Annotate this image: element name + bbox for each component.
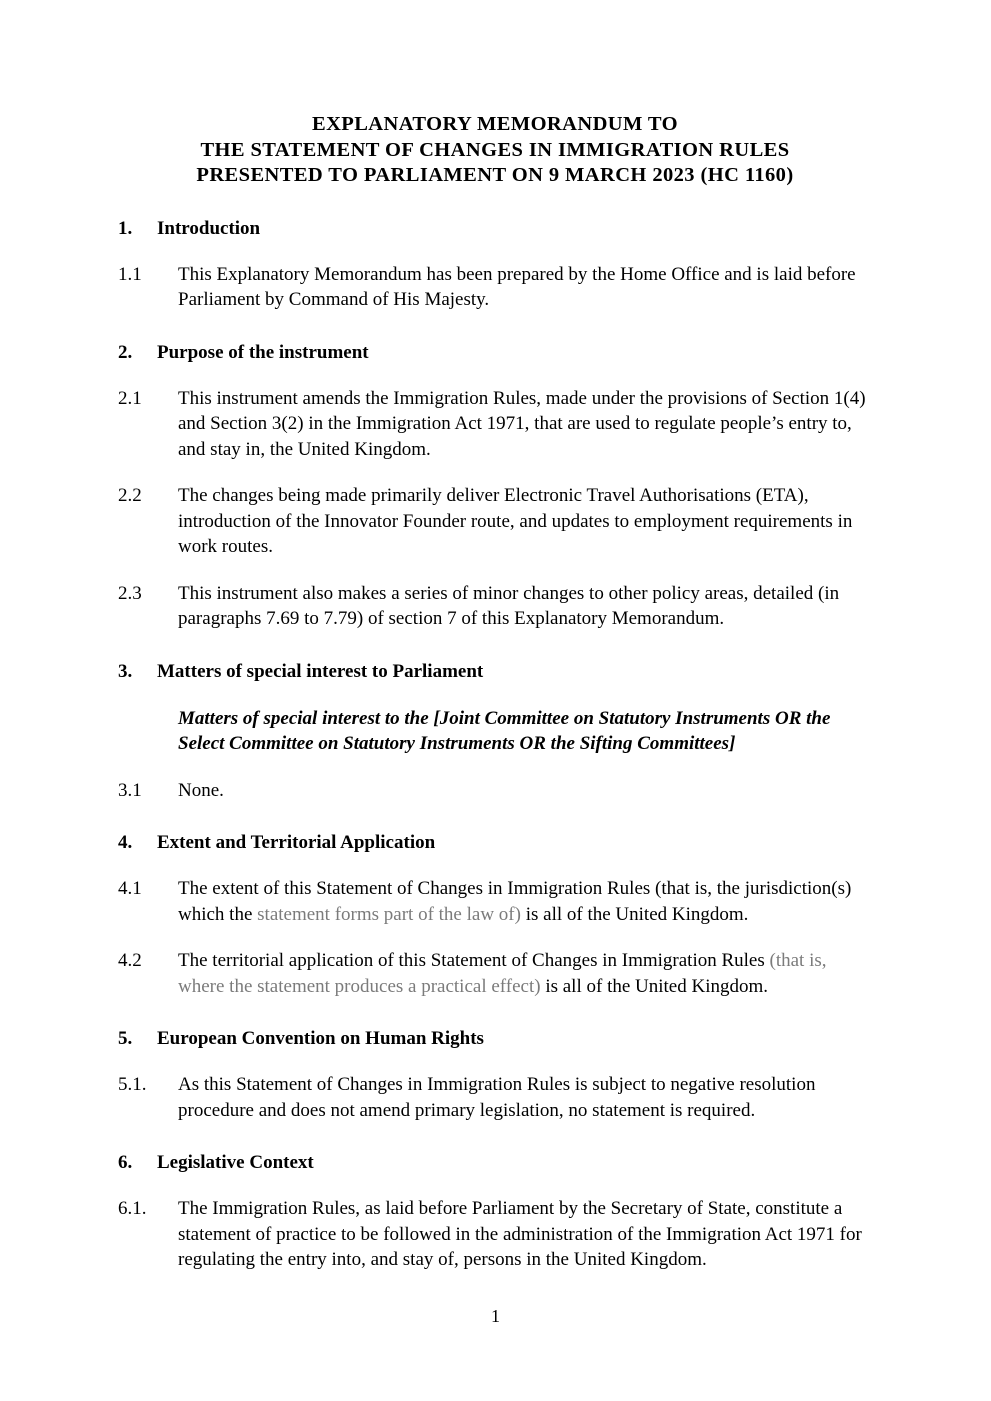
- section-title: Legislative Context: [157, 1152, 314, 1173]
- text-run: The territorial application of this Statement of Changes in Immigration Rules: [178, 950, 770, 971]
- paragraph-text: The Immigration Rules, as laid before Parliament by the Secretary of State, constitute a statement of practice to be followed in the administration of the Immigration Act 1971 for regulating the entry into, and stay of, persons in the United Kingdom.: [178, 1198, 862, 1270]
- paragraph-text: As this Statement of Changes in Immigration Rules is subject to negative resolution procedure and does not amend primary legislation, no statement is required.: [178, 1074, 816, 1121]
- paragraph-6-1: [118, 1196, 872, 1273]
- paragraph-text: None.: [178, 779, 224, 801]
- paragraph-4-1: [118, 876, 872, 927]
- page-content: [118, 0, 872, 1273]
- section-number: 3.: [118, 660, 133, 682]
- section-heading-3: [118, 660, 872, 684]
- paragraph-5-1: [118, 1072, 872, 1123]
- paragraph-number: 2.1: [118, 387, 142, 409]
- paragraph-2-1: [118, 386, 872, 463]
- section-number: 2.: [118, 341, 133, 363]
- paragraph-number: 2.2: [118, 485, 142, 506]
- paragraph-number: 6.1.: [118, 1198, 147, 1219]
- paragraph-number: 3.1: [118, 779, 142, 801]
- section-heading-5: [118, 1027, 872, 1051]
- paragraph-number: 4.2: [118, 950, 142, 971]
- paragraph-text: This instrument also makes a series of minor changes to other policy areas, detailed (in paragraphs 7.69 to 7.79) of section 7 of this Explanatory Memorandum.: [178, 582, 840, 629]
- text-run: is all of the United Kingdom.: [540, 975, 769, 997]
- section-title: European Convention on Human Rights: [157, 1028, 484, 1049]
- muted-text-run: (that is, where the statement produces a practical effect): [178, 950, 827, 997]
- muted-text-run: statement forms part of the law of): [257, 903, 521, 925]
- paragraph-text: [178, 948, 872, 999]
- document-title: [118, 0, 872, 189]
- paragraph-number: 4.1: [118, 878, 142, 899]
- paragraph-1-1: [118, 262, 872, 313]
- section-heading-2: [118, 341, 872, 365]
- section-heading-6: [118, 1151, 872, 1175]
- section-number: 4.: [118, 832, 133, 853]
- paragraph-3-1: [118, 778, 872, 804]
- section-number: 6.: [118, 1152, 133, 1173]
- section-number: 1.: [118, 217, 133, 239]
- section-heading-1: [118, 217, 872, 241]
- paragraph-text: [178, 876, 872, 927]
- paragraph-text: The changes being made primarily deliver Electronic Travel Authorisations (ETA), introduction of the Innovator Founder route, and updates to employment requirements in work routes.: [178, 485, 853, 557]
- section-heading-4: [118, 831, 872, 855]
- paragraph-text: This instrument amends the Immigration Rules, made under the provisions of Section 1(4) and Section 3(2) in the Immigration Act 1971, that are used to regulate people’s entry to, and stay in, the United Kingdom.: [178, 387, 866, 460]
- text-run: is all of the United Kingdom.: [520, 903, 749, 925]
- title-line-1: EXPLANATORY MEMORANDUM TO: [311, 113, 678, 135]
- title-line-3: PRESENTED TO PARLIAMENT ON 9 MARCH 2023 (HC 1160): [196, 164, 794, 186]
- section-title: Purpose of the instrument: [157, 341, 369, 363]
- page-number-footer: 1: [491, 1306, 500, 1326]
- paragraph-2-3: [118, 581, 872, 632]
- section-title: Introduction: [157, 217, 261, 239]
- paragraph-number: 5.1.: [118, 1074, 147, 1095]
- section-3-italic-note: Matters of special interest to the [Joint Committee on Statutory Instruments OR the Select Committee on Statutory Instruments OR the Sifting Committees]: [178, 707, 831, 754]
- paragraph-number: 2.3: [118, 582, 142, 604]
- paragraph-text: This Explanatory Memorandum has been prepared by the Home Office and is laid before Parliament by Command of His Majesty.: [178, 263, 856, 310]
- text-run: The extent of this Statement of Changes in Immigration Rules (that is, the jurisdiction(s) which the: [178, 878, 852, 925]
- paragraph-4-2: [118, 948, 872, 999]
- section-number: 5.: [118, 1028, 133, 1049]
- paragraph-number: 1.1: [118, 263, 142, 285]
- section-title: Extent and Territorial Application: [157, 832, 436, 853]
- title-line-2: THE STATEMENT OF CHANGES IN IMMIGRATION RULES: [200, 138, 790, 161]
- paragraph-2-2: [118, 483, 872, 560]
- section-title: Matters of special interest to Parliament: [157, 660, 484, 682]
